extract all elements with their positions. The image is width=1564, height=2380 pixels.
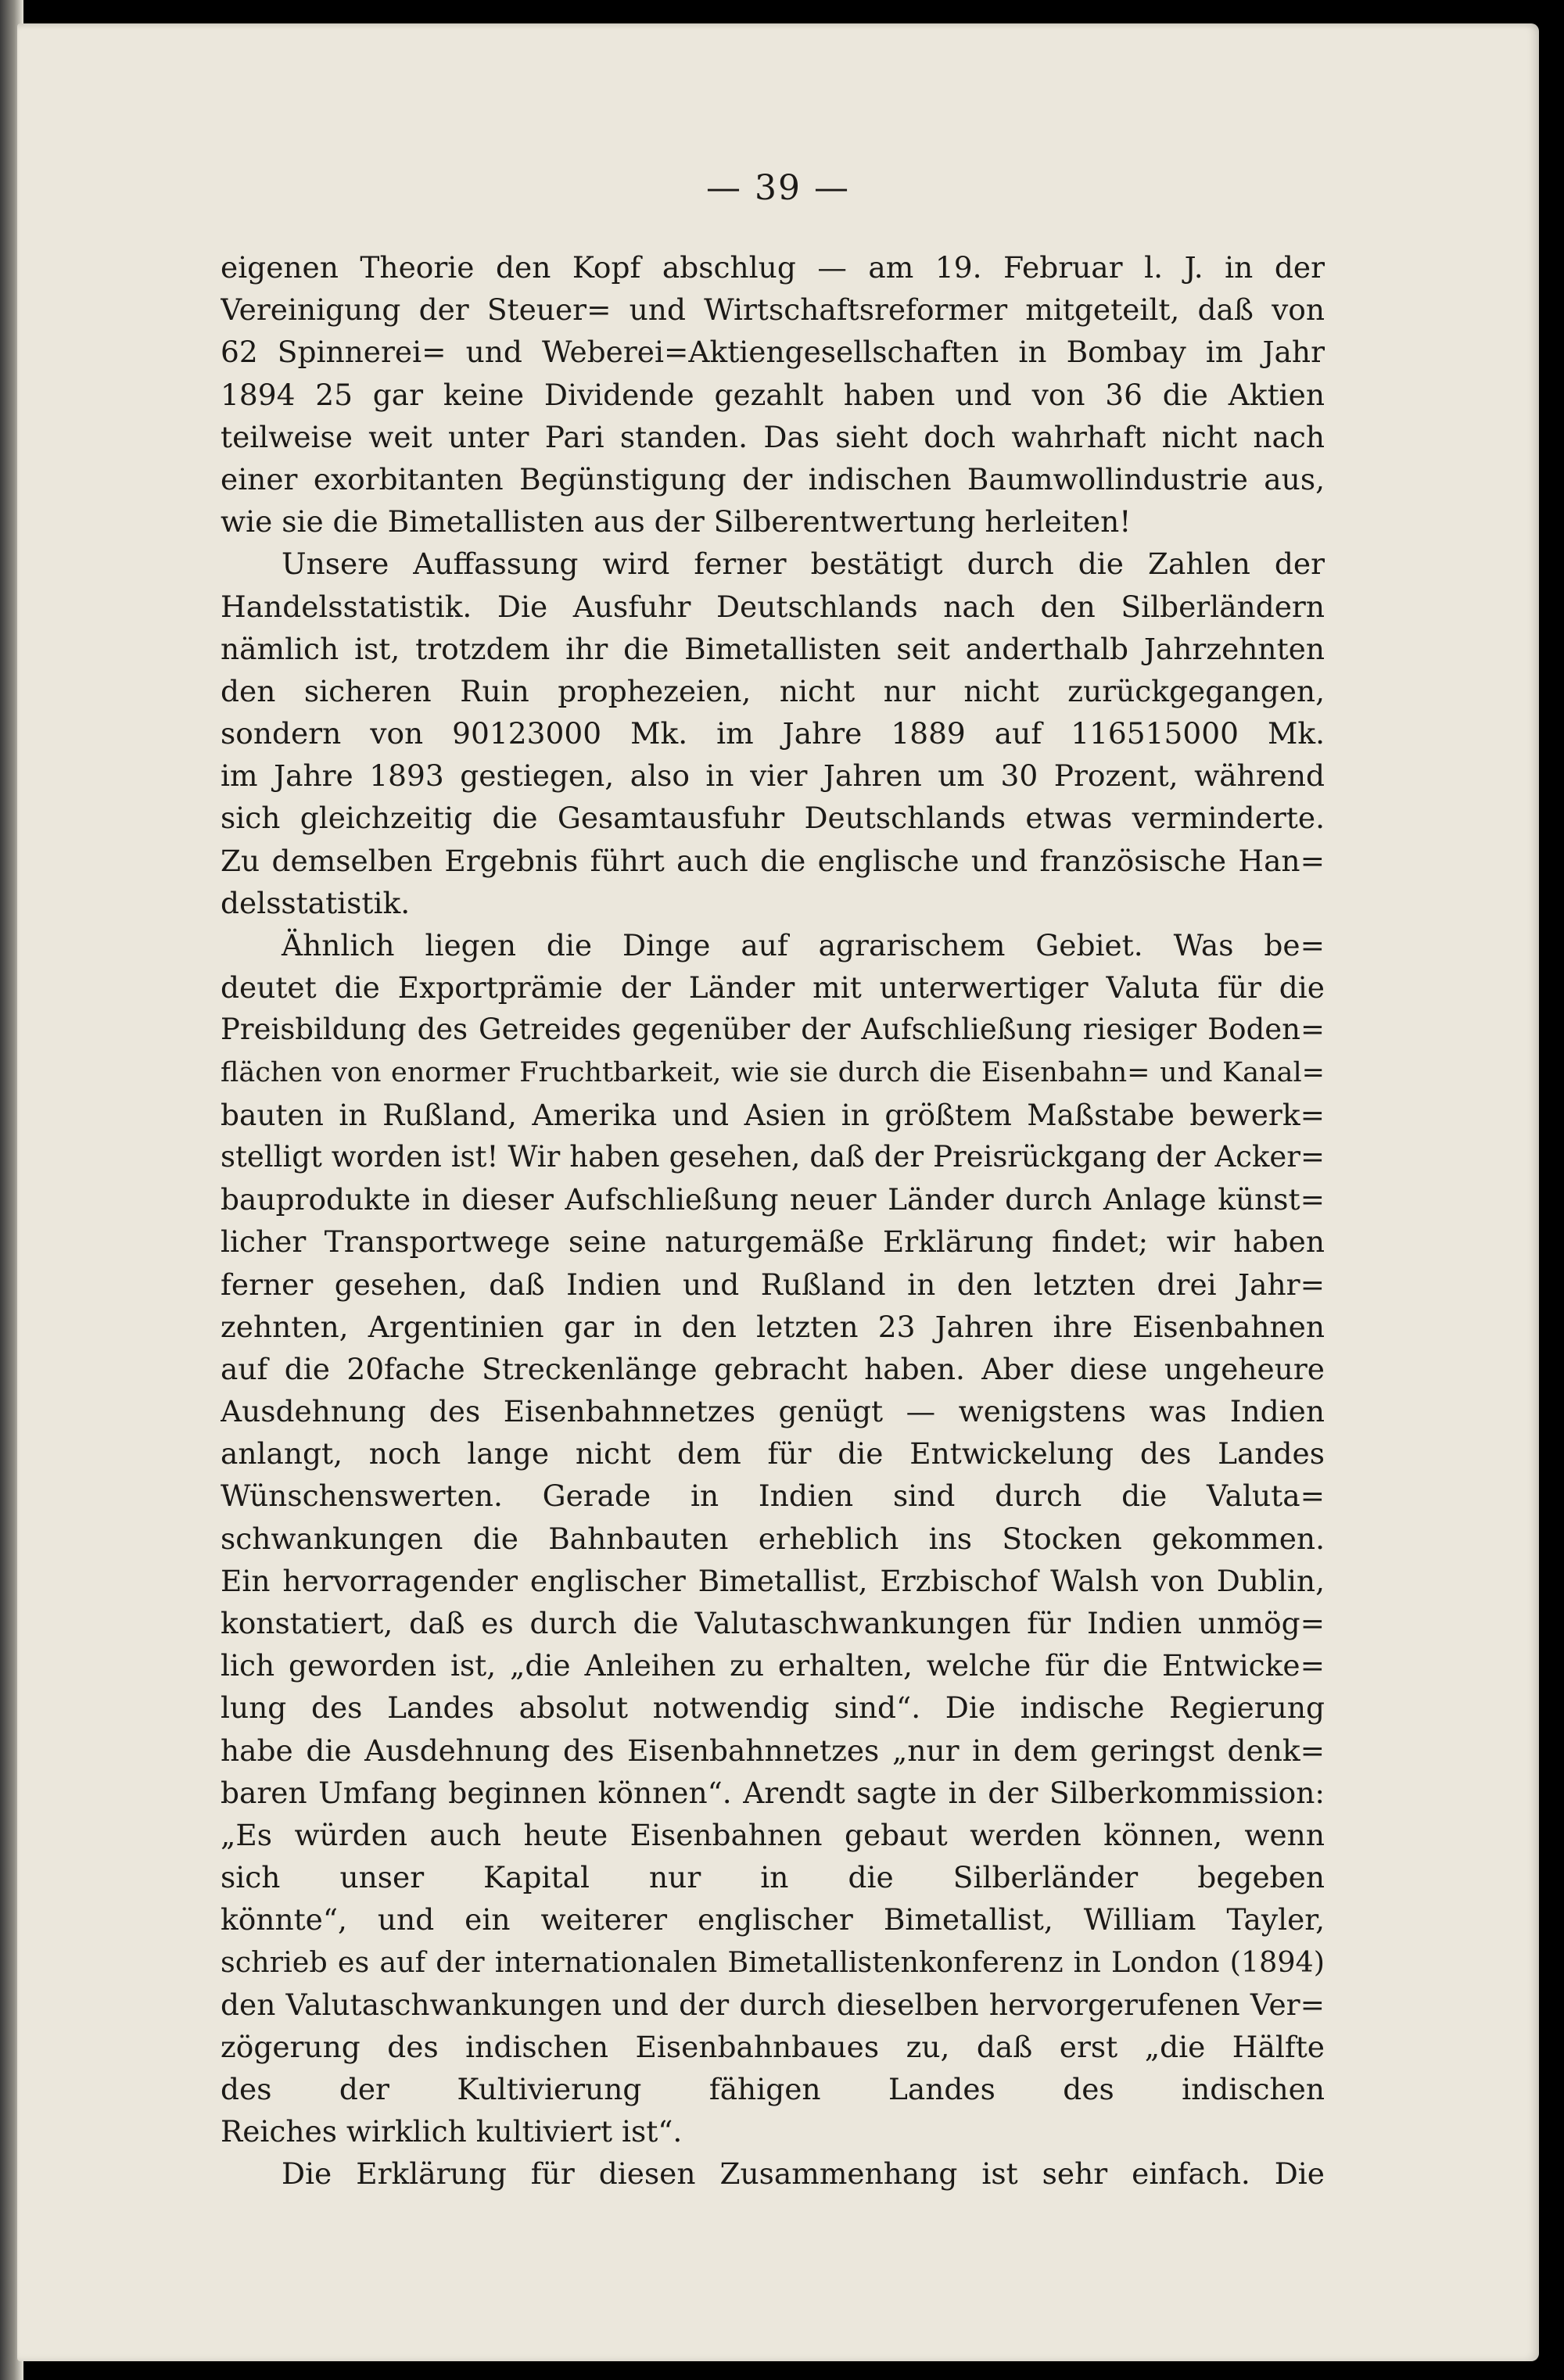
text-line: wie sie die Bimetallisten aus der Silberentwertung herleiten! (221, 504, 1132, 539)
text-line: 62 Spinnerei= und Weberei=Aktiengesellschaften in Bombay im Jahr (221, 335, 1325, 370)
text-line: teilweise weit unter Pari standen. Das sieht doch wahrhaft nicht nach (221, 419, 1325, 454)
text-line: sich gleichzeitig die Gesamtausfuhr Deutschlands etwas verminderte. (221, 801, 1325, 836)
text-line: Ähnlich liegen die Dinge auf agrarischem Gebiet. Was be= (282, 928, 1325, 962)
text-line: baren Umfang beginnen können“. Arendt sagte in der Silberkommission: (221, 1775, 1325, 1810)
text-line: Ausdehnung des Eisenbahnnetzes genügt — wenigstens was Indien (221, 1394, 1325, 1429)
text-line: sich unser Kapital nur in die Silberländer begeben (221, 1860, 1325, 1895)
text-line: auf die 20fache Streckenlänge gebracht haben. Aber diese ungeheure (221, 1351, 1325, 1386)
text-line: lich geworden ist, „die Anleihen zu erhalten, welche für die Entwicke= (221, 1648, 1325, 1683)
text-line: bauten in Rußland, Amerika und Asien in größtem Maßstabe bewerk= (221, 1097, 1325, 1132)
text-line: Handelsstatistik. Die Ausfuhr Deutschlands nach den Silberländern (221, 589, 1325, 624)
text-line: 1894 25 gar keine Dividende gezahlt haben und von 36 die Aktien (221, 377, 1325, 412)
text-line: des der Kultivierung fähigen Landes des indischen (221, 2072, 1325, 2107)
text-line: deutet die Exportprämie der Länder mit unterwertiger Valuta für die (221, 970, 1325, 1005)
text-line: eigenen Theorie den Kopf abschlug — am 19. Februar l. J. in der (221, 250, 1325, 285)
page-number: — 39 — (706, 168, 850, 208)
text-line: Die Erklärung für diesen Zusammenhang ist sehr einfach. Die (282, 2156, 1325, 2192)
text-line: konstatiert, daß es durch die Valutaschwankungen für Indien unmög= (221, 1606, 1325, 1640)
text-line: bauprodukte in dieser Aufschließung neuer Länder durch Anlage künst= (221, 1182, 1325, 1217)
text-line: delsstatistik. (221, 885, 411, 920)
text-line: nämlich ist, trotzdem ihr die Bimetallisten seit anderthalb Jahrzehnten (221, 631, 1325, 666)
book-page (17, 23, 1539, 2361)
text-line: schwankungen die Bahnbauten erheblich ins Stocken gekommen. (221, 1521, 1325, 1556)
text-line: einer exorbitanten Begünstigung der indischen Baumwollindustrie aus, (221, 461, 1325, 496)
text-line: flächen von enormer Fruchtbarkeit, wie sie durch die Eisenbahn= und Kanal= (221, 1056, 1325, 1088)
text-line: Preisbildung des Getreides gegenüber der Aufschließung riesiger Boden= (221, 1013, 1325, 1047)
text-line: schrieb es auf der internationalen Bimetallistenkonferenz in London (1894) (221, 1945, 1325, 1979)
text-line: Reiches wirklich kultiviert ist“. (221, 2114, 683, 2149)
text-line: Ein hervorragender englischer Bimetallist, Erzbischof Walsh von Dublin, (221, 1563, 1325, 1598)
text-line: zehnten, Argentinien gar in den letzten 23 Jahren ihre Eisenbahnen (221, 1309, 1325, 1344)
text-line: Wünschenswerten. Gerade in Indien sind durch die Valuta= (221, 1479, 1325, 1514)
text-line: ferner gesehen, daß Indien und Rußland in den letzten drei Jahr= (221, 1267, 1325, 1302)
text-line: habe die Ausdehnung des Eisenbahnnetzes „nur in dem geringst denk= (221, 1733, 1325, 1768)
text-line: lung des Landes absolut notwendig sind“. Die indische Regierung (221, 1690, 1325, 1726)
text-line: zögerung des indischen Eisenbahnbaues zu, daß erst „die Hälfte (221, 2029, 1325, 2064)
text-line: im Jahre 1893 gestiegen, also in vier Jahren um 30 Prozent, während (221, 758, 1325, 794)
text-line: stelligt worden ist! Wir haben gesehen, daß der Preisrückgang der Acker= (221, 1139, 1325, 1174)
text-line: anlangt, noch lange nicht dem für die Entwickelung des Landes (221, 1436, 1325, 1471)
text-line: licher Transportwege seine naturgemäße Erklärung findet; wir haben (221, 1224, 1325, 1260)
text-line: Vereinigung der Steuer= und Wirtschaftsreformer mitgeteilt, daß von (221, 292, 1325, 328)
body-text (221, 246, 1325, 2195)
text-line: sondern von 90123000 Mk. im Jahre 1889 auf 116515000 Mk. (221, 716, 1325, 751)
text-line: Unsere Auffassung wird ferner bestätigt durch die Zahlen der (282, 547, 1325, 582)
text-line: den Valutaschwankungen und der durch dieselben hervorgerufenen Ver= (221, 1987, 1325, 2022)
text-line: Zu demselben Ergebnis führt auch die englische und französische Han= (221, 843, 1325, 878)
text-line: „Es würden auch heute Eisenbahnen gebaut werden können, wenn (221, 1817, 1325, 1852)
text-line: den sicheren Ruin prophezeien, nicht nur nicht zurückgegangen, (221, 673, 1325, 708)
text-line: könnte“, und ein weiterer englischer Bimetallist, William Tayler, (221, 1902, 1325, 1937)
